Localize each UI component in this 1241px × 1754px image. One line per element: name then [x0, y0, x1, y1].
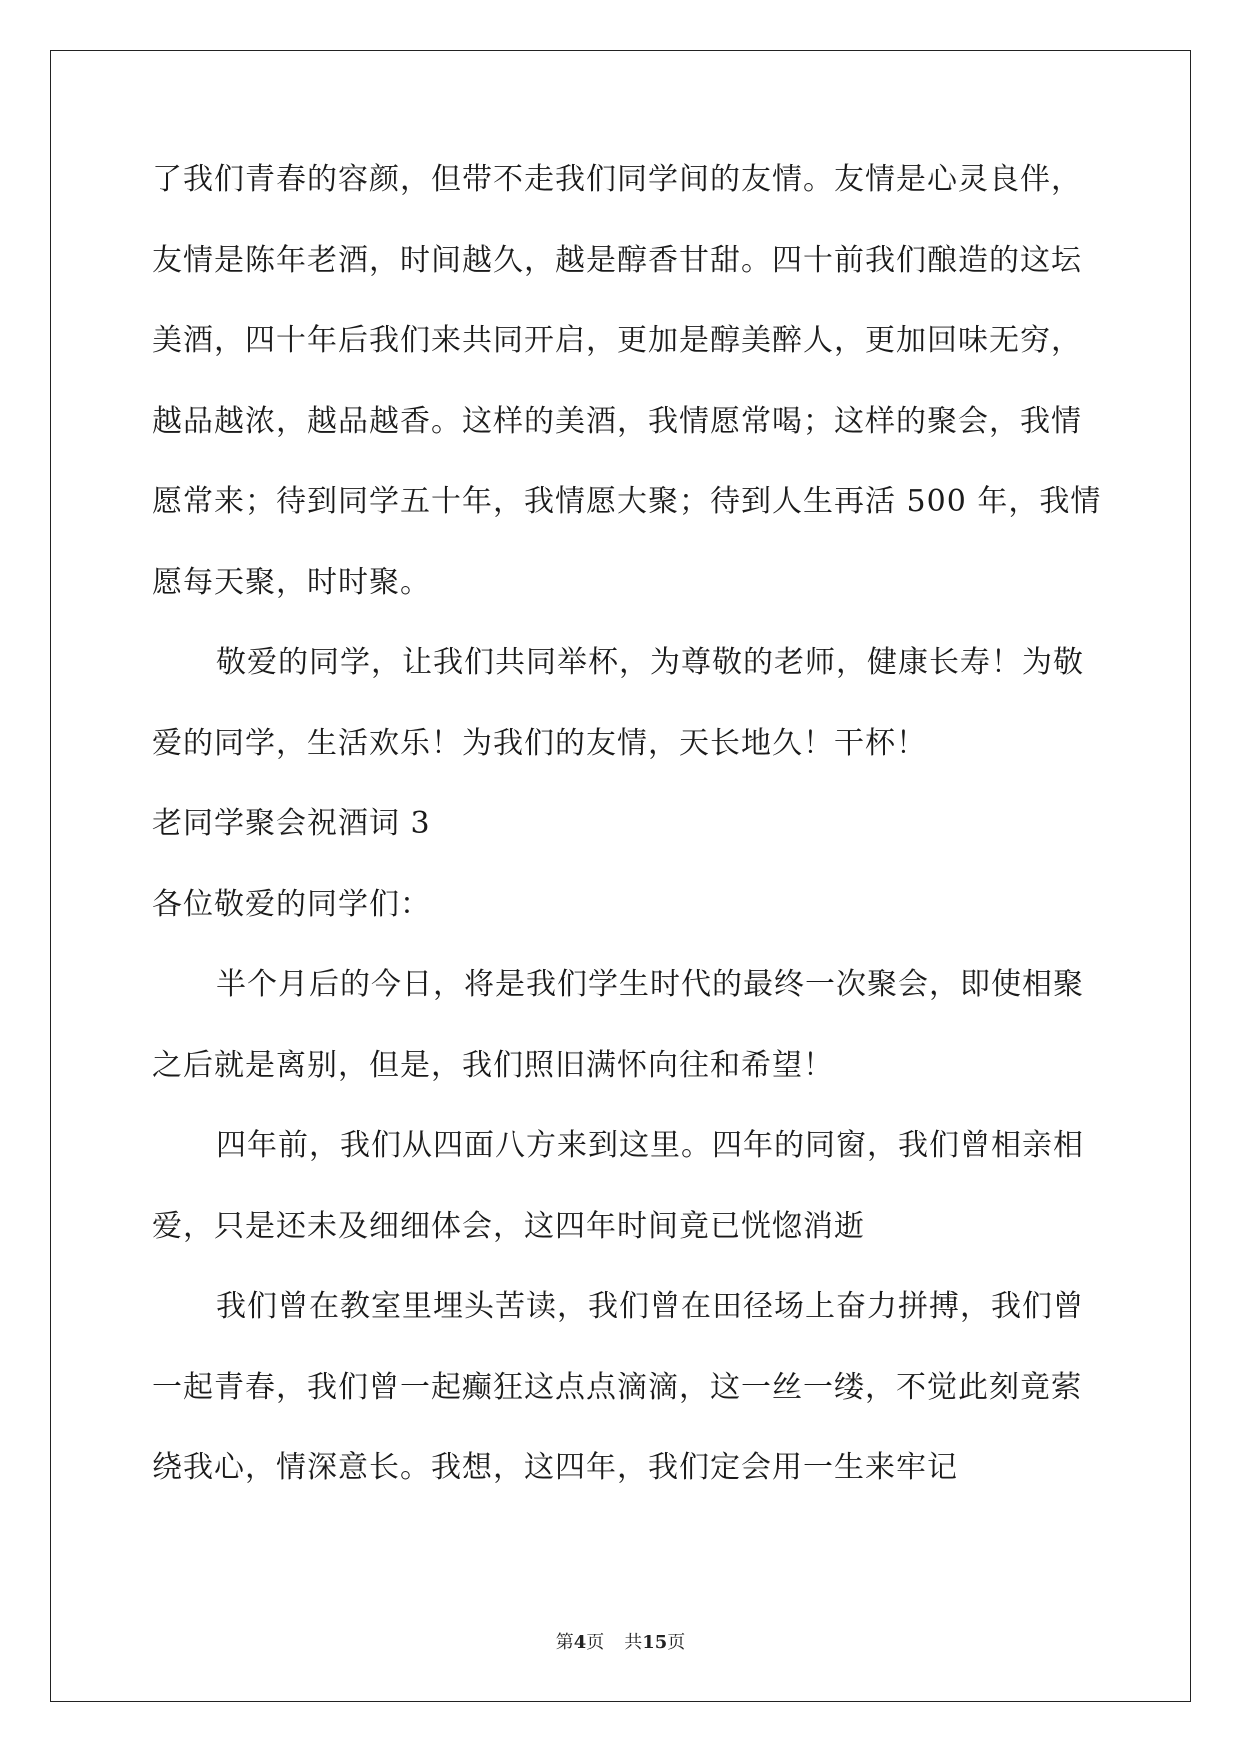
total-pages: 15 — [642, 1632, 668, 1653]
text-line: 四年前，我们从四面八方来到这里。四年的同窗，我们曾相亲相 — [216, 1128, 1084, 1163]
text-line: 敬爱的同学，让我们共同举杯，为尊敬的老师，健康长寿！为敬 — [216, 645, 1084, 680]
text-line: 了我们青春的容颜，但带不走我们同学间的友情。友情是心灵良伴， — [152, 162, 1082, 197]
text-line: 绕我心，情深意长。我想，这四年，我们定会用一生来牢记 — [152, 1450, 958, 1485]
text-line: 爱，只是还未及细细体会，这四年时间竟已恍惚消逝 — [152, 1209, 865, 1244]
page-number: 4 — [573, 1632, 587, 1653]
page-prefix: 第 — [555, 1632, 574, 1653]
text-line: 半个月后的今日，将是我们学生时代的最终一次聚会，即使相聚 — [216, 967, 1084, 1002]
text-line: 一起青春，我们曾一起癫狂这点点滴滴，这一丝一缕，不觉此刻竟萦 — [152, 1370, 1082, 1405]
total-prefix: 共 — [624, 1632, 643, 1653]
text-line: 越品越浓，越品越香。这样的美酒，我情愿常喝；这样的聚会，我情 — [152, 404, 1082, 439]
text-line: 愿每天聚，时时聚。 — [152, 565, 431, 600]
page-suffix: 页 — [586, 1632, 605, 1653]
text-line: 美酒，四十年后我们来共同开启，更加是醇美醉人，更加回味无穷， — [152, 323, 1082, 358]
text-line: 我们曾在教室里埋头苦读，我们曾在田径场上奋力拼搏，我们曾 — [216, 1289, 1084, 1324]
text-line: 爱的同学，生活欢乐！为我们的友情，天长地久！干杯！ — [152, 726, 927, 761]
total-suffix: 页 — [667, 1632, 686, 1653]
salutation: 各位敬爱的同学们： — [152, 887, 431, 922]
text-line: 友情是陈年老酒，时间越久，越是醇香甘甜。四十前我们酿造的这坛 — [152, 243, 1082, 278]
page-footer — [0, 1632, 1241, 1654]
section-heading: 老同学聚会祝酒词 3 — [152, 806, 431, 841]
text-line: 之后就是离别，但是，我们照旧满怀向往和希望！ — [152, 1048, 834, 1083]
text-line: 愿常来；待到同学五十年，我情愿大聚；待到人生再活 500 年，我情 — [152, 484, 1102, 519]
